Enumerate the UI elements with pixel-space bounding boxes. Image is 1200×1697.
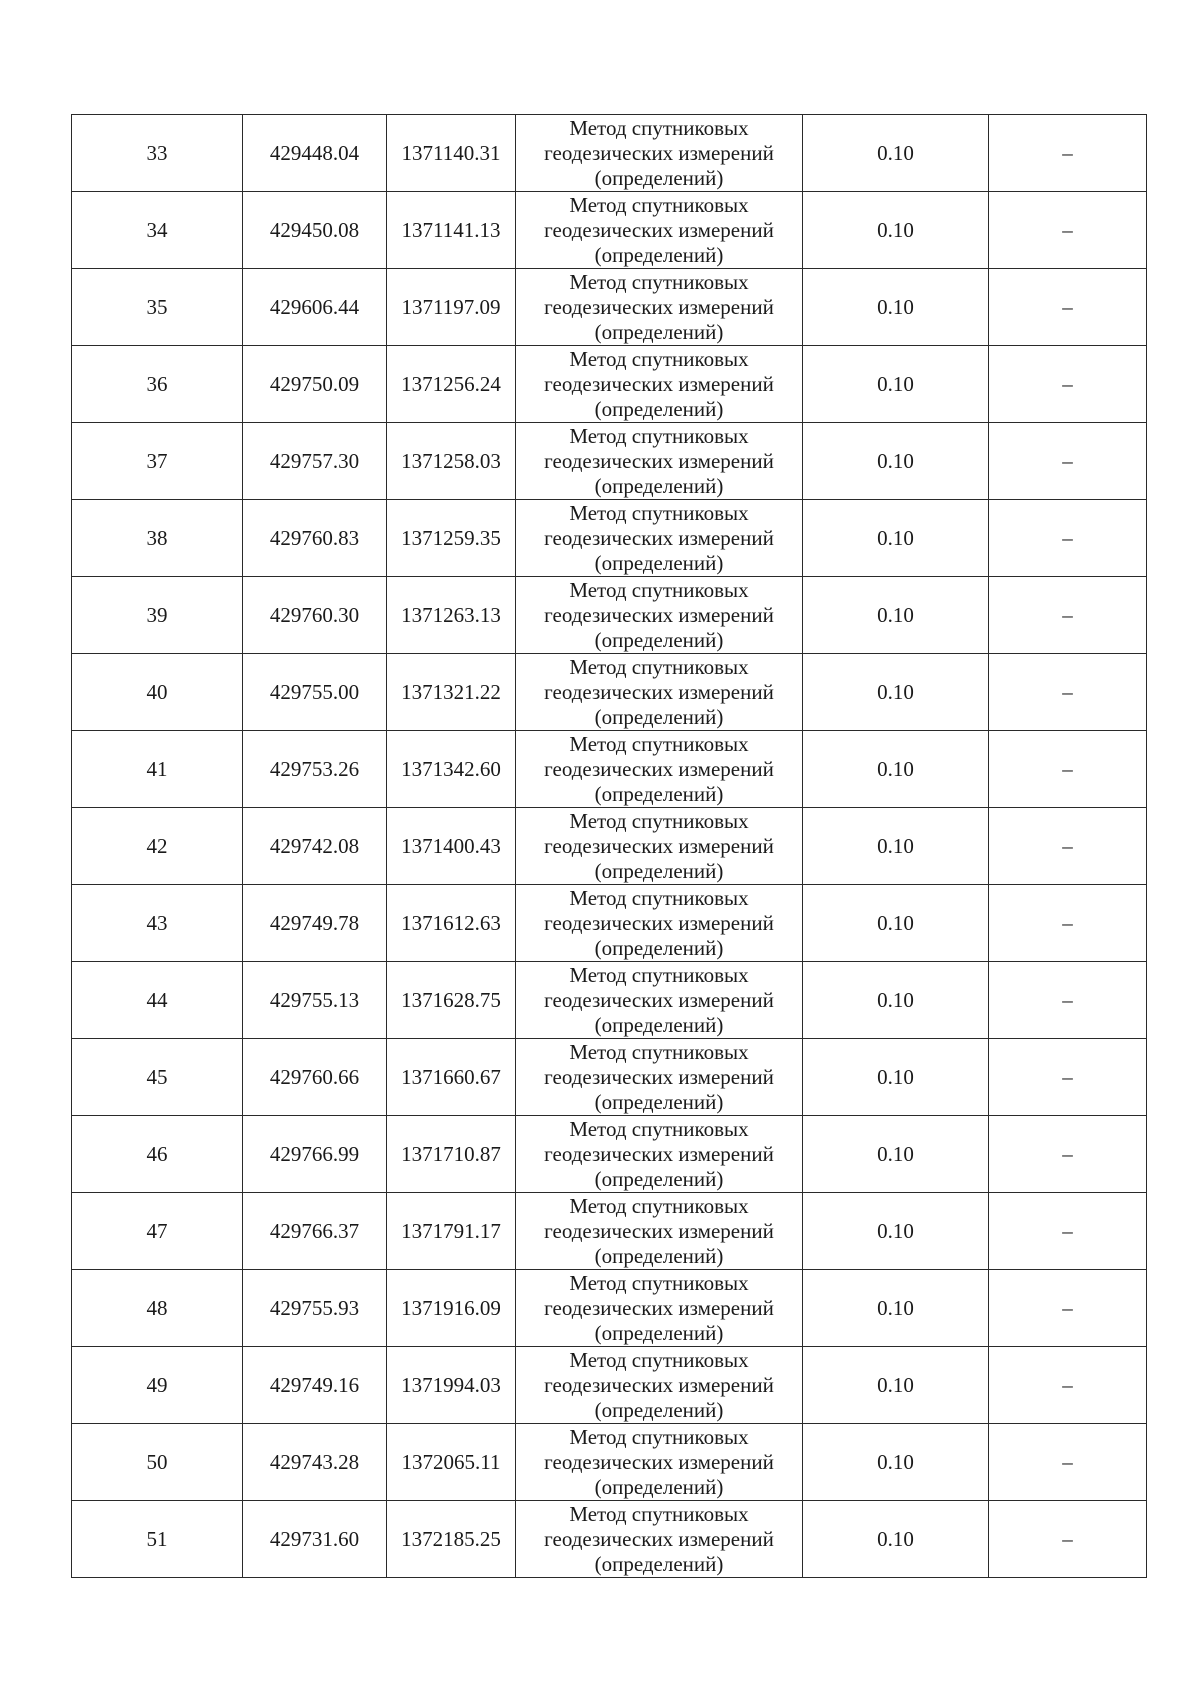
coord-x: 429750.09: [243, 346, 387, 423]
accuracy-value: 0.10: [803, 346, 989, 423]
table-row: [72, 577, 1147, 654]
method-line: (определений): [594, 1320, 724, 1345]
coord-x: 429742.08: [243, 808, 387, 885]
accuracy-value: 0.10: [803, 1424, 989, 1501]
method-cell: [516, 269, 803, 346]
table-row: [72, 115, 1147, 192]
method-line: Метод спутниковых: [569, 808, 749, 833]
coord-x: 429755.13: [243, 962, 387, 1039]
coord-y: 1371263.13: [387, 577, 516, 654]
table-row: [72, 1424, 1147, 1501]
method-line: (определений): [594, 165, 724, 190]
method-line: Метод спутниковых: [569, 115, 749, 140]
coord-x: 429766.99: [243, 1116, 387, 1193]
coord-y: 1371259.35: [387, 500, 516, 577]
description-dash: –: [989, 115, 1147, 192]
point-number: 50: [72, 1424, 243, 1501]
accuracy-value: 0.10: [803, 1270, 989, 1347]
point-number: 37: [72, 423, 243, 500]
method-line: Метод спутниковых: [569, 1039, 749, 1064]
method-cell: [516, 346, 803, 423]
accuracy-value: 0.10: [803, 654, 989, 731]
method-line: (определений): [594, 550, 724, 575]
coord-x: 429749.78: [243, 885, 387, 962]
table-row: [72, 269, 1147, 346]
method-line: геодезических измерений: [544, 910, 774, 935]
method-line: Метод спутниковых: [569, 1193, 749, 1218]
description-dash: –: [989, 1347, 1147, 1424]
coord-x: 429760.66: [243, 1039, 387, 1116]
table-row: [72, 654, 1147, 731]
accuracy-value: 0.10: [803, 885, 989, 962]
point-number: 42: [72, 808, 243, 885]
coord-x: 429757.30: [243, 423, 387, 500]
coord-x: 429448.04: [243, 115, 387, 192]
method-cell: [516, 731, 803, 808]
method-cell: [516, 1270, 803, 1347]
method-line: Метод спутниковых: [569, 1501, 749, 1526]
point-number: 36: [72, 346, 243, 423]
accuracy-value: 0.10: [803, 423, 989, 500]
description-dash: –: [989, 346, 1147, 423]
method-cell: [516, 654, 803, 731]
method-line: геодезических измерений: [544, 679, 774, 704]
method-line: геодезических измерений: [544, 1295, 774, 1320]
description-dash: –: [989, 808, 1147, 885]
point-number: 33: [72, 115, 243, 192]
accuracy-value: 0.10: [803, 731, 989, 808]
point-number: 41: [72, 731, 243, 808]
method-line: (определений): [594, 1474, 724, 1499]
description-dash: –: [989, 885, 1147, 962]
coord-y: 1372065.11: [387, 1424, 516, 1501]
accuracy-value: 0.10: [803, 962, 989, 1039]
description-dash: –: [989, 1424, 1147, 1501]
point-number: 49: [72, 1347, 243, 1424]
method-line: Метод спутниковых: [569, 654, 749, 679]
accuracy-value: 0.10: [803, 192, 989, 269]
method-line: геодезических измерений: [544, 448, 774, 473]
method-cell: [516, 808, 803, 885]
method-line: геодезических измерений: [544, 371, 774, 396]
coord-x: 429731.60: [243, 1501, 387, 1578]
method-line: Метод спутниковых: [569, 1116, 749, 1141]
method-line: (определений): [594, 396, 724, 421]
coord-x: 429606.44: [243, 269, 387, 346]
coord-x: 429760.30: [243, 577, 387, 654]
coord-y: 1371258.03: [387, 423, 516, 500]
method-line: геодезических измерений: [544, 833, 774, 858]
method-line: геодезических измерений: [544, 1372, 774, 1397]
method-line: (определений): [594, 1089, 724, 1114]
description-dash: –: [989, 1270, 1147, 1347]
method-line: геодезических измерений: [544, 756, 774, 781]
method-cell: [516, 1424, 803, 1501]
coord-y: 1371916.09: [387, 1270, 516, 1347]
method-line: (определений): [594, 627, 724, 652]
method-line: геодезических измерений: [544, 217, 774, 242]
method-line: геодезических измерений: [544, 525, 774, 550]
method-line: Метод спутниковых: [569, 731, 749, 756]
coord-x: 429760.83: [243, 500, 387, 577]
accuracy-value: 0.10: [803, 577, 989, 654]
coord-y: 1371141.13: [387, 192, 516, 269]
table-row: [72, 346, 1147, 423]
document-page: [71, 114, 1146, 1578]
description-dash: –: [989, 577, 1147, 654]
accuracy-value: 0.10: [803, 1039, 989, 1116]
method-line: Метод спутниковых: [569, 192, 749, 217]
method-cell: [516, 1116, 803, 1193]
accuracy-value: 0.10: [803, 1347, 989, 1424]
method-cell: [516, 192, 803, 269]
method-line: (определений): [594, 1166, 724, 1191]
table-row: [72, 808, 1147, 885]
description-dash: –: [989, 1039, 1147, 1116]
method-cell: [516, 577, 803, 654]
method-cell: [516, 1501, 803, 1578]
coord-y: 1371994.03: [387, 1347, 516, 1424]
method-line: Метод спутниковых: [569, 500, 749, 525]
point-number: 40: [72, 654, 243, 731]
method-line: (определений): [594, 1012, 724, 1037]
method-line: (определений): [594, 1243, 724, 1268]
method-line: Метод спутниковых: [569, 423, 749, 448]
description-dash: –: [989, 1193, 1147, 1270]
method-line: (определений): [594, 1397, 724, 1422]
point-number: 43: [72, 885, 243, 962]
coord-y: 1371628.75: [387, 962, 516, 1039]
point-number: 47: [72, 1193, 243, 1270]
method-line: (определений): [594, 242, 724, 267]
method-line: Метод спутниковых: [569, 577, 749, 602]
method-line: Метод спутниковых: [569, 1347, 749, 1372]
point-number: 46: [72, 1116, 243, 1193]
coord-x: 429743.28: [243, 1424, 387, 1501]
table-row: [72, 1501, 1147, 1578]
point-number: 38: [72, 500, 243, 577]
description-dash: –: [989, 192, 1147, 269]
method-line: (определений): [594, 319, 724, 344]
table-row: [72, 1347, 1147, 1424]
method-line: геодезических измерений: [544, 140, 774, 165]
method-line: геодезических измерений: [544, 1449, 774, 1474]
method-line: Метод спутниковых: [569, 1270, 749, 1295]
point-number: 35: [72, 269, 243, 346]
accuracy-value: 0.10: [803, 1116, 989, 1193]
method-cell: [516, 885, 803, 962]
accuracy-value: 0.10: [803, 269, 989, 346]
coord-y: 1371400.43: [387, 808, 516, 885]
table-row: [72, 1116, 1147, 1193]
coord-x: 429755.93: [243, 1270, 387, 1347]
method-cell: [516, 115, 803, 192]
method-line: (определений): [594, 704, 724, 729]
table-row: [72, 1039, 1147, 1116]
method-line: (определений): [594, 858, 724, 883]
table-row: [72, 731, 1147, 808]
coord-x: 429755.00: [243, 654, 387, 731]
point-number: 44: [72, 962, 243, 1039]
method-line: Метод спутниковых: [569, 885, 749, 910]
method-line: геодезических измерений: [544, 1064, 774, 1089]
method-line: геодезических измерений: [544, 294, 774, 319]
method-line: геодезических измерений: [544, 1218, 774, 1243]
method-cell: [516, 962, 803, 1039]
point-number: 39: [72, 577, 243, 654]
method-line: геодезических измерений: [544, 987, 774, 1012]
coord-y: 1371660.67: [387, 1039, 516, 1116]
method-cell: [516, 500, 803, 577]
table-row: [72, 192, 1147, 269]
coord-y: 1371256.24: [387, 346, 516, 423]
method-line: геодезических измерений: [544, 602, 774, 627]
description-dash: –: [989, 962, 1147, 1039]
table-row: [72, 885, 1147, 962]
method-line: (определений): [594, 473, 724, 498]
coord-y: 1371342.60: [387, 731, 516, 808]
coord-y: 1372185.25: [387, 1501, 516, 1578]
coord-y: 1371197.09: [387, 269, 516, 346]
point-number: 45: [72, 1039, 243, 1116]
description-dash: –: [989, 423, 1147, 500]
coord-x: 429753.26: [243, 731, 387, 808]
accuracy-value: 0.10: [803, 500, 989, 577]
method-line: (определений): [594, 1551, 724, 1576]
table-row: [72, 423, 1147, 500]
method-line: геодезических измерений: [544, 1141, 774, 1166]
description-dash: –: [989, 269, 1147, 346]
accuracy-value: 0.10: [803, 1501, 989, 1578]
accuracy-value: 0.10: [803, 115, 989, 192]
coord-y: 1371710.87: [387, 1116, 516, 1193]
description-dash: –: [989, 654, 1147, 731]
description-dash: –: [989, 1501, 1147, 1578]
method-line: Метод спутниковых: [569, 962, 749, 987]
method-line: (определений): [594, 935, 724, 960]
coord-y: 1371140.31: [387, 115, 516, 192]
table-row: [72, 962, 1147, 1039]
point-number: 34: [72, 192, 243, 269]
method-cell: [516, 1039, 803, 1116]
coord-y: 1371612.63: [387, 885, 516, 962]
coord-x: 429766.37: [243, 1193, 387, 1270]
accuracy-value: 0.10: [803, 1193, 989, 1270]
coordinates-table-body: [72, 115, 1147, 1578]
coord-x: 429450.08: [243, 192, 387, 269]
table-row: [72, 500, 1147, 577]
method-line: Метод спутниковых: [569, 346, 749, 371]
coord-y: 1371791.17: [387, 1193, 516, 1270]
method-cell: [516, 423, 803, 500]
method-line: Метод спутниковых: [569, 269, 749, 294]
method-line: Метод спутниковых: [569, 1424, 749, 1449]
description-dash: –: [989, 500, 1147, 577]
method-cell: [516, 1193, 803, 1270]
accuracy-value: 0.10: [803, 808, 989, 885]
description-dash: –: [989, 1116, 1147, 1193]
coord-x: 429749.16: [243, 1347, 387, 1424]
method-line: геодезических измерений: [544, 1526, 774, 1551]
point-number: 48: [72, 1270, 243, 1347]
coord-y: 1371321.22: [387, 654, 516, 731]
table-row: [72, 1193, 1147, 1270]
table-row: [72, 1270, 1147, 1347]
method-cell: [516, 1347, 803, 1424]
description-dash: –: [989, 731, 1147, 808]
method-line: (определений): [594, 781, 724, 806]
coordinates-table: [71, 114, 1147, 1578]
point-number: 51: [72, 1501, 243, 1578]
